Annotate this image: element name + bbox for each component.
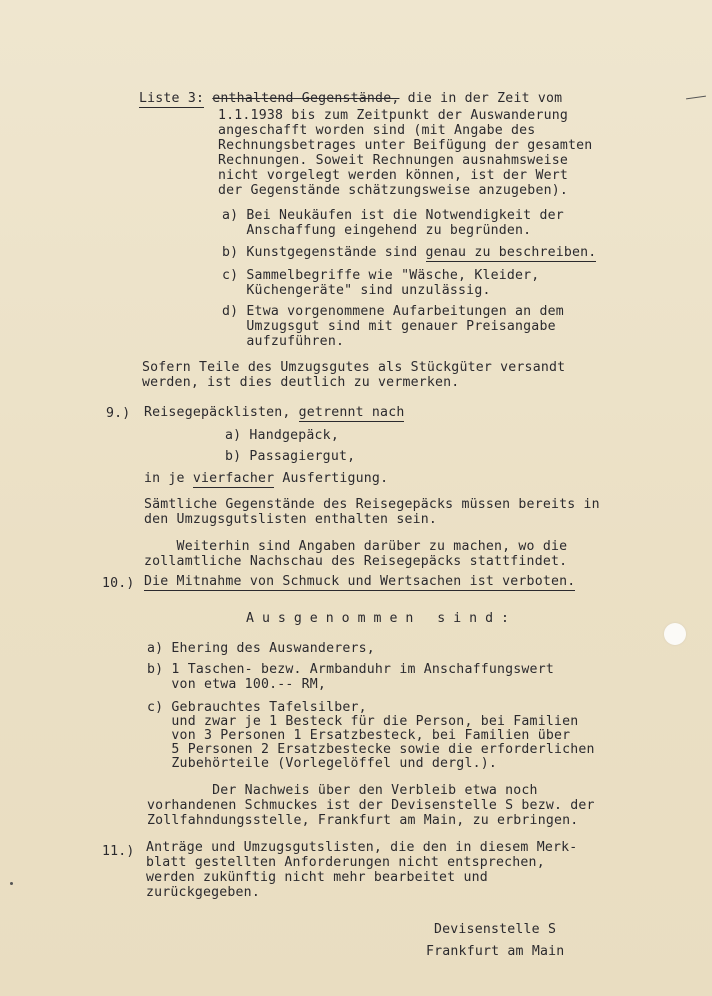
- list3-item-d-cont: aufzuführen.: [222, 334, 345, 349]
- list3-line: nicht vorgelegt werden können, ist der Wert: [218, 168, 569, 183]
- section10-title: [144, 575, 575, 588]
- section10-line: Zollfahndungsstelle, Frankfurt am Main, zu erbringen.: [147, 813, 579, 828]
- section10-title-text: Die Mitnahme von Schmuck und Wertsachen ist verboten.: [144, 574, 576, 589]
- section9-copies-suffix: Ausfertigung.: [274, 471, 389, 486]
- section10-item-a: a) Ehering des Auswanderers,: [147, 641, 375, 656]
- section9-item-a: a) Handgepäck,: [225, 428, 339, 443]
- sofern-line: werden, ist dies deutlich zu vermerken.: [142, 375, 460, 390]
- list3-line: 1.1.1938 bis zum Zeitpunkt der Auswanderung: [218, 108, 569, 123]
- section11-line: werden zukünftig nicht mehr bearbeitet und: [146, 870, 488, 885]
- section9-line: zollamtliche Nachschau des Reisegepäcks stattfindet.: [144, 554, 568, 569]
- section9-copies-underlined: vierfacher: [192, 471, 275, 486]
- section9-line: Weiterhin sind Angaben darüber zu machen, wo die: [144, 539, 568, 554]
- section10-item-c-cont: Zubehörteile (Vorlegelöffel und dergl.).: [147, 756, 498, 771]
- section10-heading: Ausgenommen sind:: [246, 611, 517, 626]
- section11-line: blatt gestellten Anforderungen nicht entsprechen,: [146, 855, 545, 870]
- signature-city: Frankfurt am Main: [426, 944, 565, 959]
- section9-item-b: b) Passagiergut,: [225, 449, 356, 464]
- section10-item-b: b) 1 Taschen- bezw. Armbanduhr im Anschaffungswert: [147, 662, 554, 677]
- list3-line: angeschafft worden sind (mit Angabe des: [218, 123, 536, 138]
- section10-item-c: c) Gebrauchtes Tafelsilber,: [147, 700, 367, 715]
- section10-item-b-cont: von etwa 100.-- RM,: [147, 677, 327, 692]
- section10-line: Der Nachweis über den Verbleib etwa noch: [147, 783, 538, 798]
- list3-line1-rest: die in der Zeit vom: [399, 91, 563, 106]
- list3-item-b-text: b) Kunstgegenstände sind: [222, 245, 426, 260]
- section9-line: Sämtliche Gegenstände des Reisegepäcks müssen bereits in: [144, 497, 600, 512]
- list3-item-c: c) Sammelbegriffe wie "Wäsche, Kleider,: [222, 268, 540, 283]
- section10-number: 10.): [102, 576, 135, 591]
- pencil-mark: [686, 96, 706, 100]
- list3-struck-text: enthaltend Gegenstände,: [212, 91, 400, 106]
- section10-item-c-cont: von 3 Personen 1 Ersatzbesteck, bei Familien über: [147, 728, 571, 743]
- section9-copies: [144, 472, 388, 485]
- list3-item-d: d) Etwa vorgenommene Aufarbeitungen an dem: [222, 304, 564, 319]
- section10-item-c-cont: 5 Personen 2 Ersatzbestecke sowie die erforderlichen: [147, 742, 595, 757]
- ink-spot: [10, 882, 13, 885]
- section11-line: zurückgegeben.: [146, 885, 260, 900]
- sofern-line: Sofern Teile des Umzugsgutes als Stückgüter versandt: [142, 360, 566, 375]
- section11-line: Anträge und Umzugsgutslisten, die den in diesem Merk-: [146, 840, 578, 855]
- list3-heading: [139, 92, 562, 105]
- section9-copies-prefix: in je: [144, 471, 193, 486]
- list3-line: der Gegenstände schätzungsweise anzugeben).: [218, 183, 569, 198]
- list3-item-b-underlined: genau zu beschreiben.: [425, 245, 597, 260]
- list3-item-a: a) Bei Neukäufen ist die Notwendigkeit der: [222, 208, 564, 223]
- section10-item-c-cont: und zwar je 1 Besteck für die Person, bei Familien: [147, 714, 579, 729]
- list3-item-d-cont: Umzugsgut sind mit genauer Preisangabe: [222, 319, 556, 334]
- signature-office: Devisenstelle S: [434, 922, 557, 937]
- section9-number: 9.): [106, 406, 131, 421]
- list3-item-a-cont: Anschaffung eingehend zu begründen.: [222, 223, 532, 238]
- section9-title: [144, 406, 404, 419]
- list3-line: Rechnungen. Soweit Rechnungen ausnahmsweise: [218, 153, 569, 168]
- list3-line: Rechnungsbetrages unter Beifügung der gesamten: [218, 138, 593, 153]
- section11-number: 11.): [102, 844, 135, 859]
- punch-hole: [664, 623, 686, 645]
- section9-line: den Umzugsgutslisten enthalten sein.: [144, 512, 438, 527]
- section10-line: vorhandenen Schmuckes ist der Devisenstelle S bezw. der: [147, 798, 595, 813]
- section9-title-text: Reisegepäcklisten,: [144, 405, 299, 420]
- list3-item-c-cont: Küchengeräte" sind unzulässig.: [222, 283, 491, 298]
- list3-item-b: [222, 246, 596, 259]
- section9-title-underlined: getrennt nach: [298, 405, 405, 420]
- list3-label: Liste 3:: [139, 91, 205, 106]
